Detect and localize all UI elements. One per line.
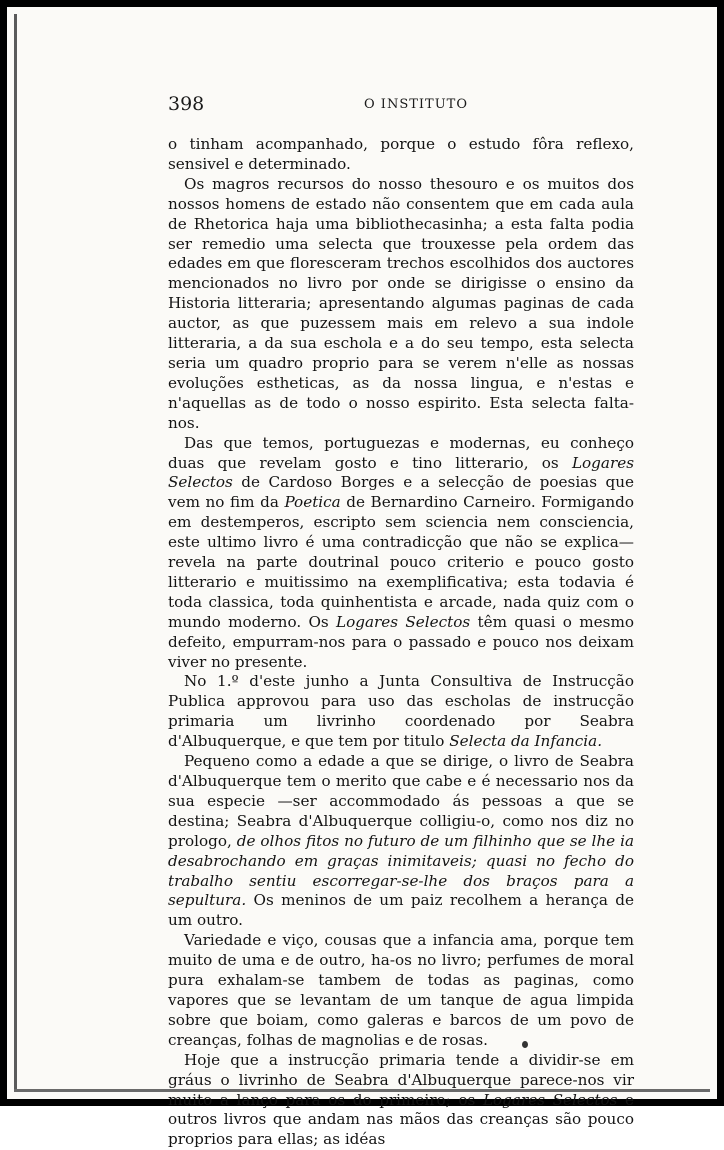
text-run: Hoje que a instrucção primaria tende a dividir-se em gráus o livrinho de Seabra d'Albuquerque parece-nos vir muito a lanço para os do primeiro; os bbox=[168, 1050, 634, 1109]
text-run: Pequeno como a edade a que se dirige, o livro de Seabra d'Albuquerque tem o merito que cabe e é necessario nos da sua especie —ser accommodado ás pessoas a que se destina; Seabra d'Albuquerque colligiu-o, como nos diz no prologo, bbox=[168, 752, 634, 850]
page-header bbox=[168, 93, 634, 117]
text-run: e outros livros que andam nas mãos das creanças são pouco proprios para ellas; as idéas bbox=[168, 1090, 634, 1149]
paragraph-6 bbox=[168, 931, 634, 1050]
text-run: Variedade e viço, cousas que a infancia ama, porque tem muito de uma e de outro, ha-os no livro; perfumes de moral pura exhalam-se tambem de todas as paginas, como vapores que se levantam de um tanque de agua limpida sobre que boiam, como galeras e barcos de um povo de creanças, folhas de magnolias e de rosas. bbox=[168, 931, 634, 1049]
paragraph-5 bbox=[168, 752, 634, 931]
text-run: de Bernardino Carneiro. Formigando em destemperos, escripto sem sciencia nem consciencia, este ultimo livro é uma contradicção que não se explica—revela na parte doutrinal pouco criterio e pouco gosto litterario e muitissimo na exemplificativa; esta todavia é toda classica, toda quinhentista e arcade, nada quiz com o mundo moderno. Os bbox=[168, 493, 634, 631]
paragraph-4 bbox=[168, 672, 634, 752]
prologue-quote: de olhos fitos no futuro de um filhinho que se lhe ia desabrochando em graças inimitaveis; quasi no fecho do trabalho sentiu escorregar-se-lhe dos braços para a sepultura. bbox=[168, 831, 634, 910]
paragraph-1 bbox=[168, 135, 634, 175]
scan-edge-left bbox=[14, 14, 17, 1092]
text-run: Das que temos, portuguezas e modernas, eu conheço duas que revelam gosto e tino litterario, os bbox=[168, 433, 634, 472]
body-text bbox=[168, 135, 634, 1150]
text-run: de Cardoso Borges e a selecção de poesias que vem no fim da bbox=[168, 473, 634, 512]
page-number: 398 bbox=[168, 93, 205, 115]
paragraph-2 bbox=[168, 175, 634, 434]
text-run: Os magros recursos do nosso thesouro e os muitos dos nossos homens de estado não consentem que em cada aula de Rhetorica haja uma bibliothecasinha; a esta falta podia ser remedio uma selecta que trouxesse pela ordem das edades em que floresceram trechos escolhidos dos auctores mencionados no livro por onde se dirigisse o ensino da Historia litteraria; apresentando algumas paginas de cada auctor, as que puzessem mais em relevo a sua indole litteraria, a da sua eschola e a do seu tempo, esta selecta seria um quadro proprio para se verem n'elle as nossas evoluções estheticas, as da nossa lingua, e n'estas e n'aquellas as de todo o nosso espirito. Esta selecta falta-nos. bbox=[168, 174, 634, 432]
book-title-selecta-da-infancia: Selecta da Infancia. bbox=[449, 732, 603, 751]
book-title-logares-selectos: Logares Selectos bbox=[336, 612, 471, 631]
paragraph-7 bbox=[168, 1051, 634, 1150]
text-run: têm quasi o mesmo defeito, empurram-nos para o passado e pouco nos deixam viver no presente. bbox=[168, 612, 634, 671]
book-title-logares-selectos: Logares Selectos bbox=[482, 1090, 618, 1109]
text-run: Os meninos de um paiz recolhem a herança de um outro. bbox=[168, 891, 634, 930]
book-title-logares-selectos: Logares Selectos bbox=[168, 453, 634, 492]
text-run: No 1.º d'este junho a Junta Consultiva de Instrucção Publica approvou para uso das escholas de instrucção primaria um livrinho coordenado por Seabra d'Albuquerque, e que tem por titulo bbox=[168, 672, 634, 751]
text-run: o tinham acompanhado, porque o estudo fôra reflexo, sensivel e determinado. bbox=[168, 135, 634, 173]
paragraph-3 bbox=[168, 434, 634, 673]
book-title-poetica: Poetica bbox=[284, 493, 341, 512]
ink-speck bbox=[522, 1041, 528, 1048]
running-title: O INSTITUTO bbox=[364, 97, 468, 112]
